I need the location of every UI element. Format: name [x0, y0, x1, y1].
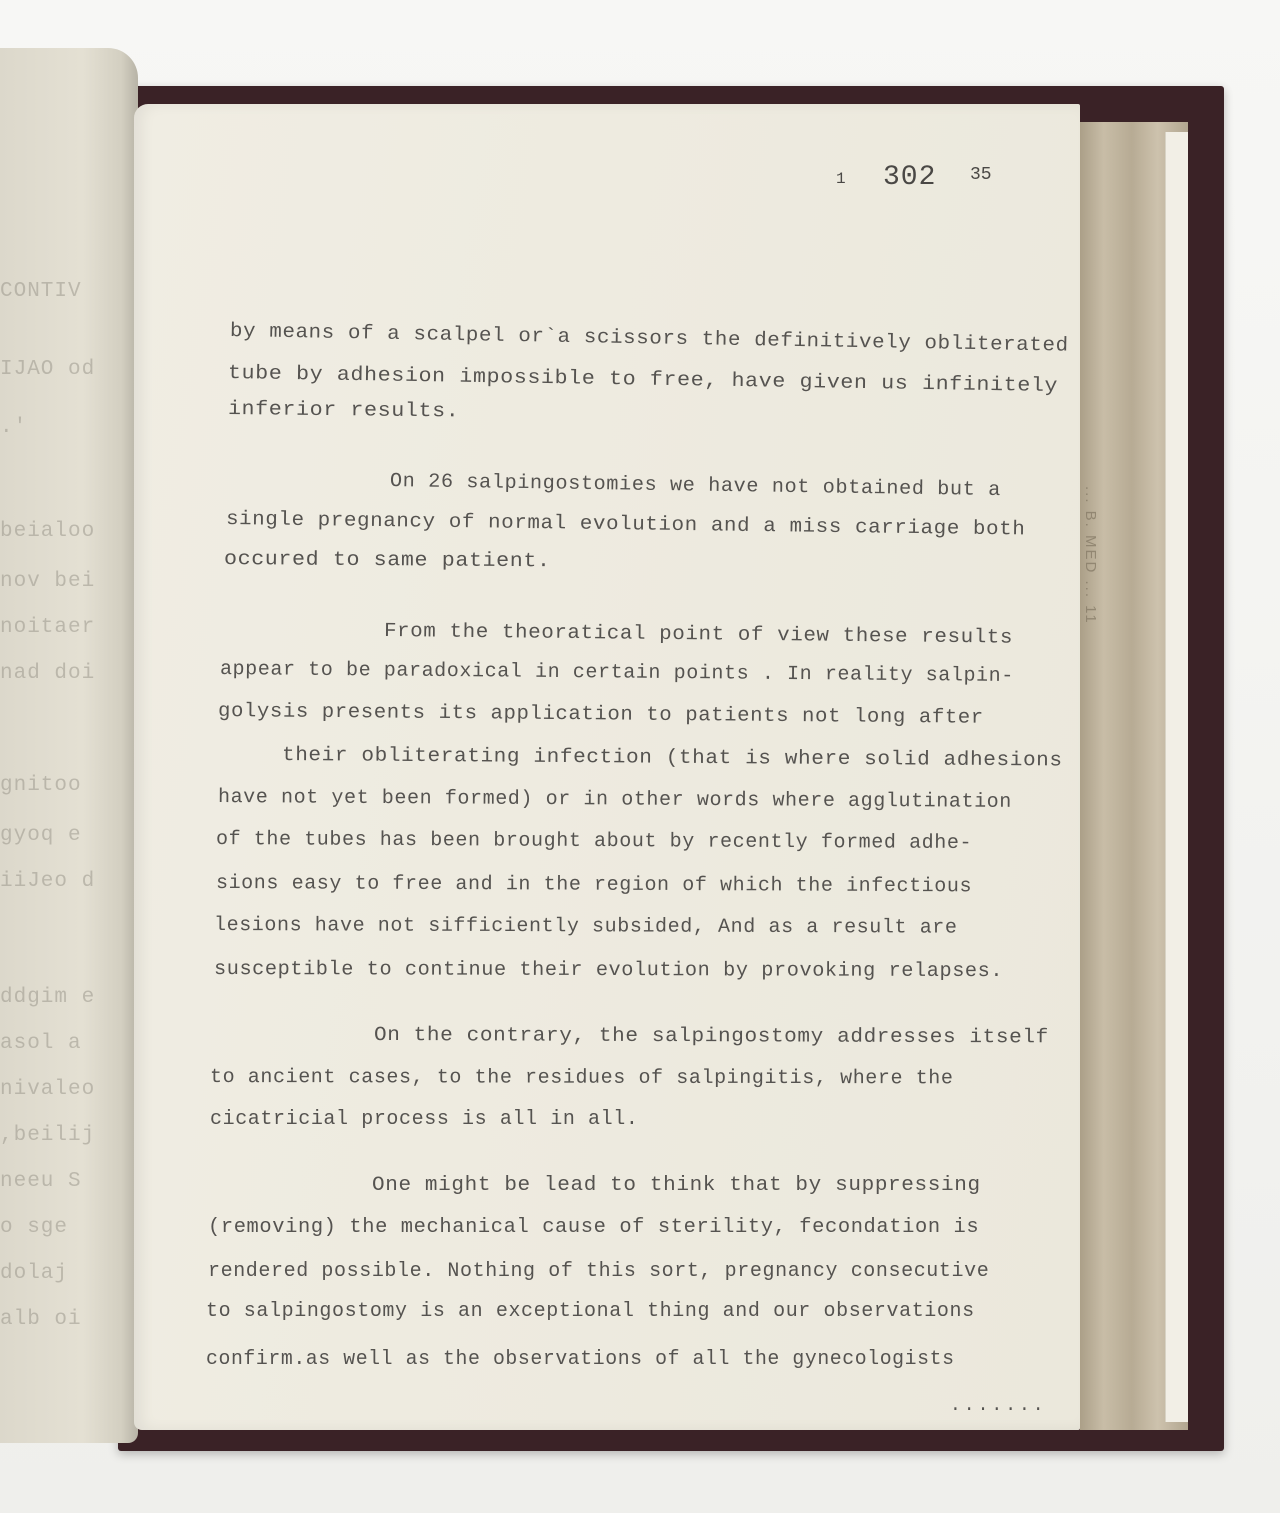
continuation-dots: .......	[950, 1396, 1047, 1416]
text-line: One might be lead to think that by suppressing	[372, 1174, 981, 1197]
text-line: (removing) the mechanical cause of sterility, fecondation is	[208, 1216, 980, 1239]
text-line: confirm.as well as the observations of all the gynecologists	[206, 1348, 955, 1371]
text-line: golysis presents its application to patients not long after	[217, 700, 984, 730]
text-line: occured to same patient.	[223, 548, 551, 574]
text-line: tube by adhesion impossible to free, have given us infinitely	[227, 362, 1059, 399]
text-line: have not yet been formed) or in other words where agglutination	[217, 786, 1012, 814]
page-number: 35	[970, 165, 992, 185]
text-line: by means of a scalpel or`a scissors the definitively obliterated	[229, 320, 1069, 358]
stamp-number: 302	[883, 162, 937, 193]
text-line: to salpingostomy is an exceptional thing and our observations	[206, 1300, 975, 1323]
text-line: lesions have not sifficiently subsided, And as a result are	[213, 914, 958, 940]
text-line: sions easy to free and in the region of which the infectious	[215, 872, 973, 899]
page-edge-label: ... B. MED ... 11	[1082, 486, 1099, 625]
text-line: to ancient cases, to the residues of salpingitis, where the	[209, 1066, 954, 1091]
text-line: rendered possible. Nothing of this sort, pregnancy consecutive	[208, 1260, 990, 1283]
page-mark: 1	[836, 170, 846, 188]
text-line: cicatricial process is all in all.	[210, 1108, 639, 1131]
text-line: From the theoratical point of view these results	[383, 620, 1014, 650]
text-line: susceptible to continue their evolution by provoking relapses.	[213, 958, 1004, 984]
text-line: On 26 salpingostomies we have not obtained but a	[389, 470, 1002, 503]
left-facing-page: CONTIV IJAO od .' beialoo nov bei noitaer nad doi gnitoo gyoq e iiJeo d ddgim e asol a nivaleo ,beilij neeu S o sge dolaj alb oi	[0, 48, 138, 1443]
text-line: On the contrary, the salpingostomy addresses itself	[373, 1024, 1049, 1050]
text-line: single pregnancy of normal evolution and a miss carriage both	[225, 508, 1026, 542]
page-edges	[1080, 122, 1188, 1430]
text-line: their obliterating infection (that is where solid adhesions	[281, 744, 1063, 773]
text-line: appear to be paradoxical in certain points . In reality salpin-	[219, 658, 1015, 688]
text-line: of the tubes has been brought about by recently formed adhe-	[215, 828, 973, 855]
text-line: inferior results.	[227, 398, 460, 424]
